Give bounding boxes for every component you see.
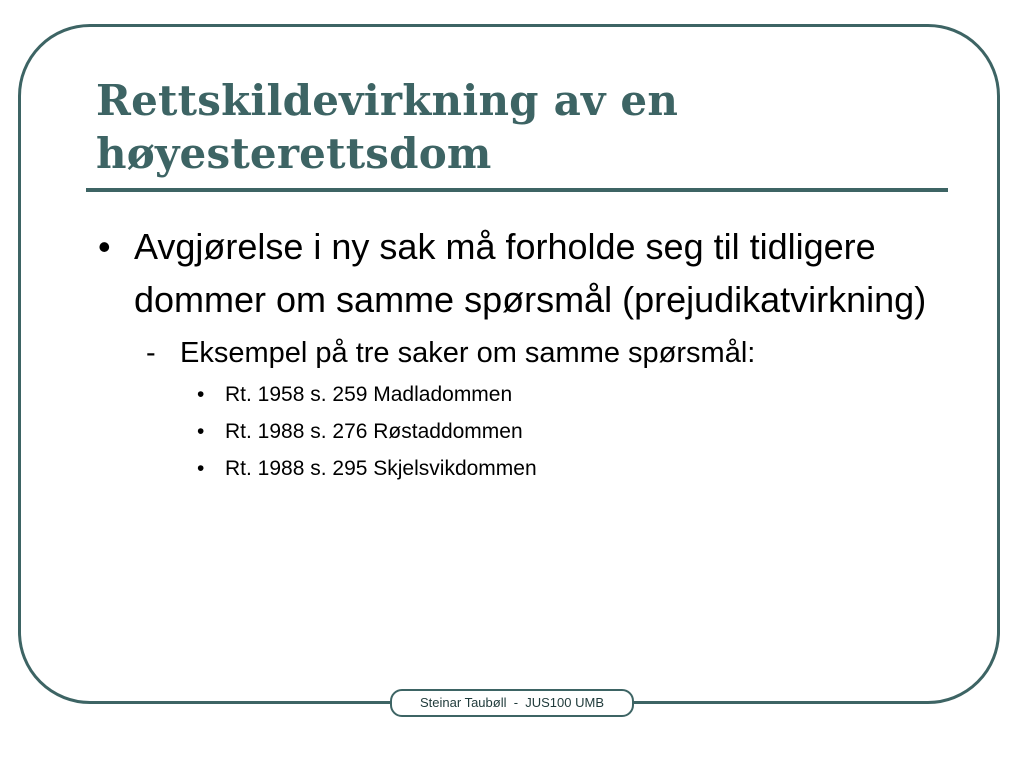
case-skjelsvikdommen: Rt. 1988 s. 295 Skjelsvikdommen [225, 457, 537, 480]
case-list [98, 376, 958, 487]
dash-marker: - [146, 337, 156, 369]
dot-marker: • [197, 383, 205, 406]
sub-bullet-text: Eksempel på tre saker om samme spørsmål: [180, 337, 756, 369]
sub-bullet-point [98, 334, 958, 372]
slide-content [98, 220, 958, 487]
main-bullet-text: Avgjørelse i ny sak må forholde seg til tidligere dommer om samme spørsmål (prejudikatvirkning) [134, 226, 927, 320]
bullet-marker: • [98, 226, 111, 267]
list-item [98, 376, 958, 413]
case-madladommen: Rt. 1958 s. 259 Madladommen [225, 383, 513, 406]
title-underline [86, 188, 948, 192]
slide-title: Rettskildevirkning av en høyesterettsdom [96, 76, 679, 178]
list-item [98, 413, 958, 450]
list-item [98, 450, 958, 487]
main-bullet-point [98, 220, 958, 326]
case-rostaddommen: Rt. 1988 s. 276 Røstaddommen [225, 420, 523, 443]
slide-footer: Steinar Taubøll - JUS100 UMB [390, 689, 634, 717]
dot-marker: • [197, 420, 205, 443]
dot-marker: • [197, 457, 205, 480]
